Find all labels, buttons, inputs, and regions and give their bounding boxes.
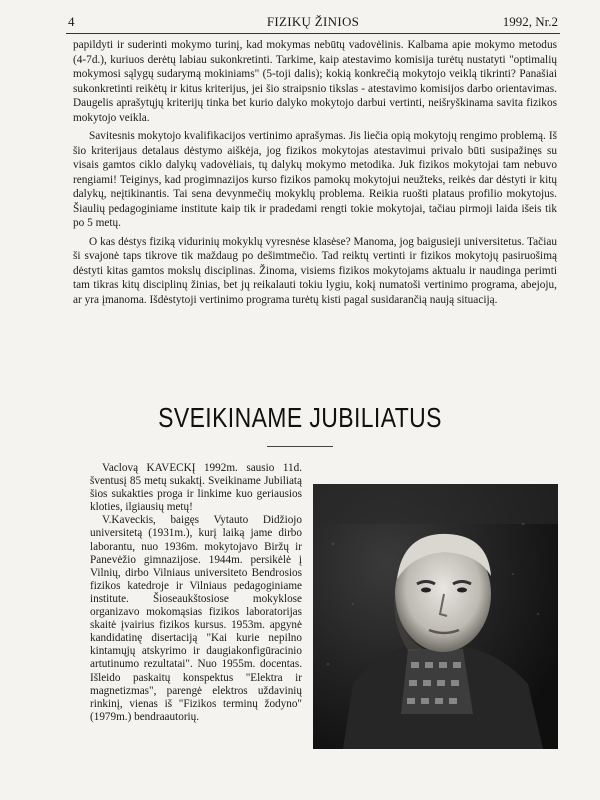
jubilee-paragraph: Vaclovą KAVECKĮ 1992m. sausio 11d. šventusį 85 metų sukaktį. Sveikiname Jubiliatą šios sukakties proga ir linkime kuo geriausios kloties, ilgiausių metų! [90, 462, 302, 514]
section-heading: SVEIKINAME JUBILIATUS [158, 402, 442, 433]
portrait-image [313, 484, 558, 749]
heading-underline [267, 446, 333, 447]
header-rule [66, 33, 560, 34]
article-paragraph: papildyti ir suderinti mokymo turinį, kad mokymas nebūtų vadovėlinis. Kalbama apie mokymo metodus (4-7d.), kuriuos derėtų labiau sukonkretinti. Tarkime, kaip atestavimo komisija turėtų nustatyti "optimalių mokymosi sąlygų sudarymą mokiniams" (5-toji dalis); kokią konkrečią mokytojo veiklą tikrinti? Panašiai sukonkretinti reikėtų ir kitus kriterijus, jei šio straipsnio tikslas - atestavimo komisijos darbo orientavimas. Daugelis aprašytųjų kriterijų tinka bet kurio dalyko mokytojo darbui vertinti, neišryškinama savita fizikos mokytojo veikla. [73, 39, 557, 124]
jubilee-text [90, 462, 302, 724]
page-header [68, 12, 558, 32]
portrait-photo [313, 484, 558, 749]
page-number: 4 [68, 14, 75, 29]
article-paragraph: O kas dėstys fiziką vidurinių mokyklų vyresnėse klasėse? Manoma, jog baigusieji universitetus. Tačiau ši svajonė taps tikrove tik maždaug po dešimtmečio. Tad reiktų vertinti ir fizikos mokytojų pasiruošimą dėstyti kitas gamtos mokslų disciplinas. Žinoma, visiems fizikos mokytojams aktualu ir naudinga perimti tam tikras kitų disciplinų žinias, bet jų reikalauti tokiu lygiu, kokį numatoši vertinimo programa, abejoju, ar yra įmanoma. Išdėstytoji vertinimo programa turėtų kisti pagal susidarančią naują situaciją. [73, 235, 557, 306]
article-paragraph: Savitesnis mokytojo kvalifikacijos vertinimo aprašymas. Jis liečia opią mokytojų rengimo problemą. Iš šio kriterijaus detalaus dėstymo aiškėja, jog fizikos mokytojas atestavimui privalo būti susipažinęs su visais gamtos ciklo dalykų vadovėliais, tų dalykų mokymo metodika. Juk fizikos mokytojai tam nebuvo rengiami! Teiginys, kad progimnazijos kurso fizikos pamokų mokytojui neužteks, reikės dar dėstyti ir kitų dalykų, neįtikinantis. Tai sena devynmečių mokyklų problema. Reikia ruošti plataus profilio mokytojus. Šiaulių pedagoginiame institute kaip tik ir pradedami rengti tokie mokytojai, tačiau pirmoji laida išeis tik po 5 metų. [73, 130, 557, 229]
article-body [73, 38, 557, 311]
issue-label: 1992, Nr.2 [502, 14, 558, 29]
journal-title: FIZIKŲ ŽINIOS [266, 14, 360, 29]
jubilee-paragraph: V.Kaveckis, baigęs Vytauto Didžiojo universitetą (1931m.), kurį laiką jame dirbo laborantu, nuo 1936m. mokytojavo Biržų ir Panevėžio gimnazijose. 1944m. persikėlė į Vilnių, dirbo Vilniaus universiteto Bendrosios fizikos katedroje ir Vilniaus pedagoginiame institute. Šioseaukštosiose mokyklose organizavo mokomąsias fizikos laboratorijas skaitė įvairius fizikos kursus. 1953m. apgynė kandidatinę disertaciją "Kai kurie nepilno kintamųjų atskyrimo ir daugiakonfigūracinio artutinumo rezultatai". Nuo 1955m. docentas. Išleido paskaitų konspektus "Elektra ir magnetizmas", parengė elektros uždavinių rinkinį, vienas iš "Fizikos terminų žodyno" (1979m.) bendraautorių. [90, 514, 302, 723]
